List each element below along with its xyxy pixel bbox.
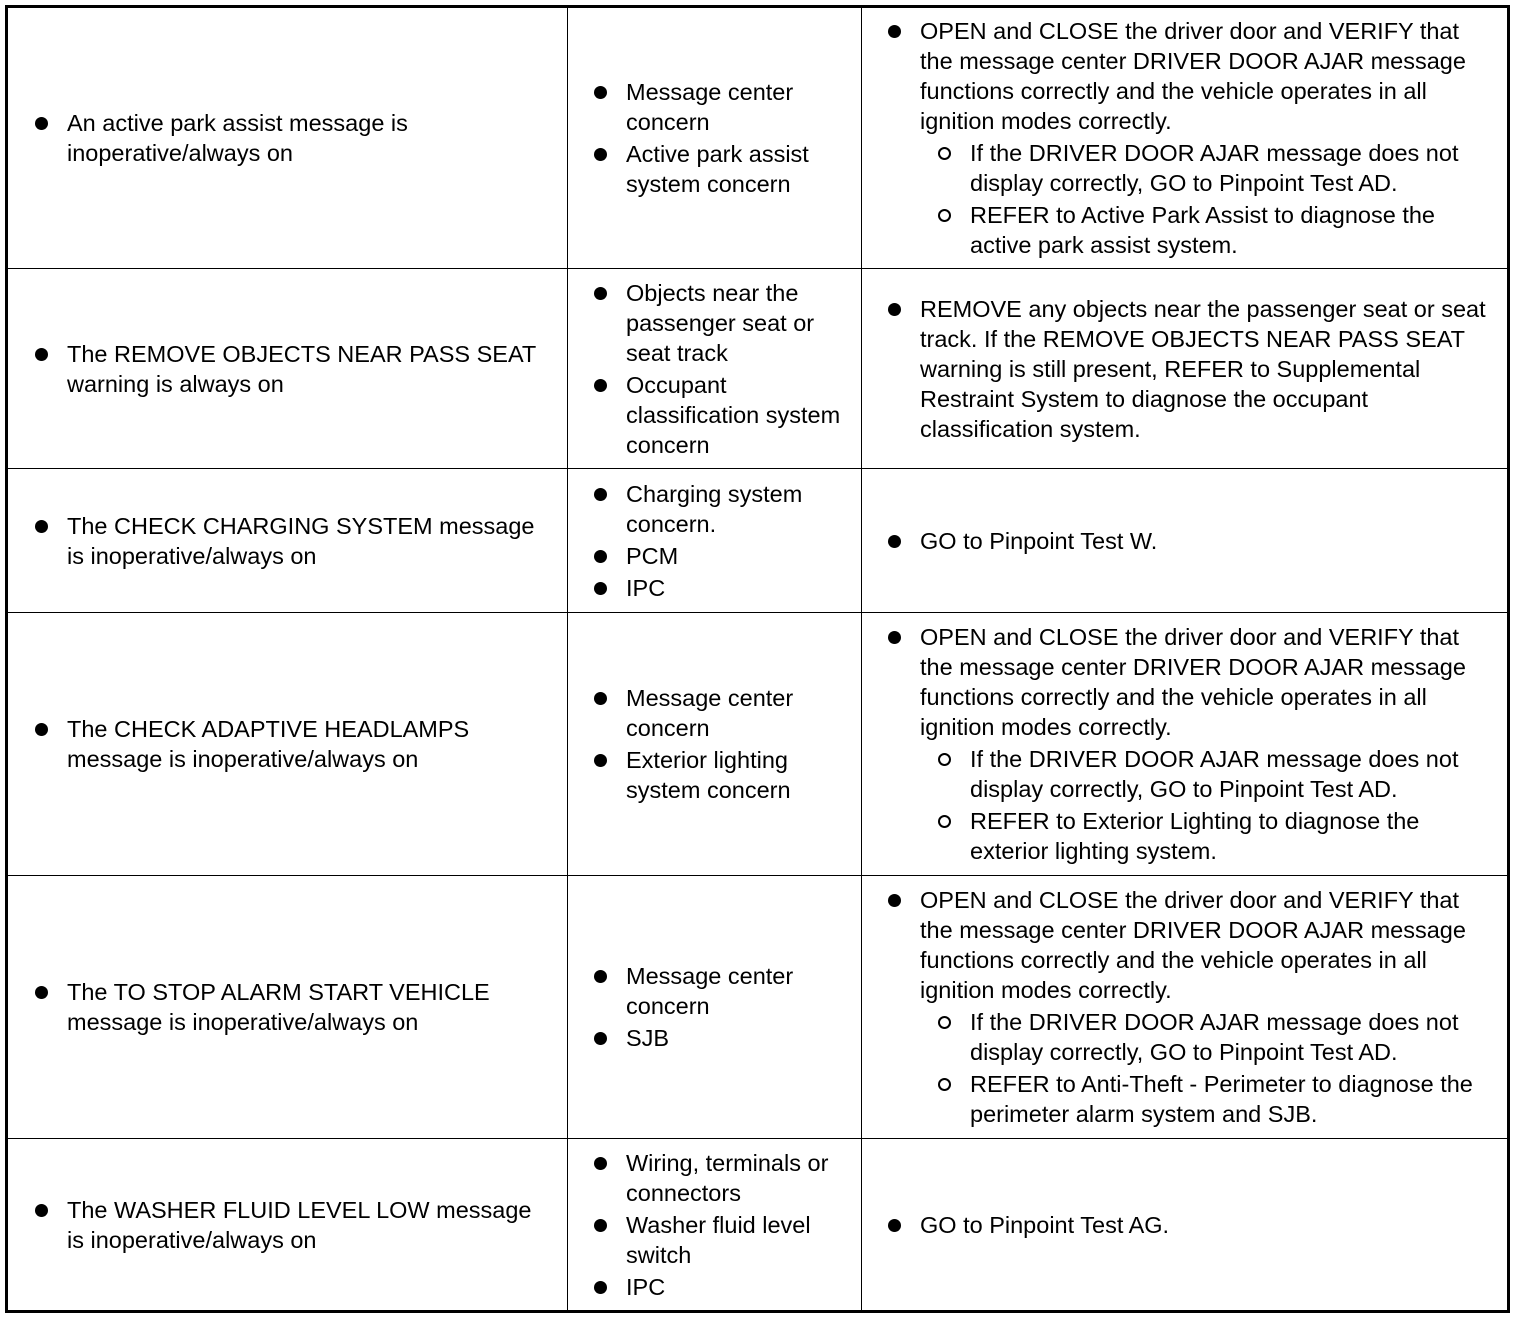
table-row — [7, 269, 1509, 469]
cause-item: Message center concern — [568, 77, 861, 137]
table-row — [7, 876, 1509, 1139]
cause-item: Active park assist system concern — [568, 139, 861, 199]
condition-cell — [7, 269, 568, 469]
cause-item: IPC — [568, 573, 861, 603]
action-subitem: REFER to Anti-Theft - Perimeter to diagnose the perimeter alarm system and SJB. — [920, 1069, 1497, 1129]
action-cell — [862, 1139, 1509, 1312]
table-row — [7, 7, 1509, 269]
condition-text: The CHECK ADAPTIVE HEADLAMPS message is inoperative/always on — [8, 714, 567, 774]
action-cell — [862, 7, 1509, 269]
action-item — [862, 1210, 1507, 1240]
cause-cell — [568, 613, 862, 876]
action-text: OPEN and CLOSE the driver door and VERIFY that the message center DRIVER DOOR AJAR message functions correctly and the vehicle operates in all ignition modes correctly. — [920, 18, 1466, 134]
cause-cell — [568, 7, 862, 269]
action-item — [862, 622, 1507, 866]
action-cell — [862, 876, 1509, 1139]
condition-text: The CHECK CHARGING SYSTEM message is inoperative/always on — [8, 511, 567, 571]
action-text: OPEN and CLOSE the driver door and VERIFY that the message center DRIVER DOOR AJAR message functions correctly and the vehicle operates in all ignition modes correctly. — [920, 624, 1466, 740]
condition-text: An active park assist message is inoperative/always on — [8, 108, 567, 168]
action-item — [862, 294, 1507, 444]
action-subitem: If the DRIVER DOOR AJAR message does not display correctly, GO to Pinpoint Test AD. — [920, 744, 1497, 804]
table-row — [7, 469, 1509, 613]
action-item — [862, 16, 1507, 260]
cause-item: Objects near the passenger seat or seat track — [568, 278, 861, 368]
table-row — [7, 1139, 1509, 1312]
action-subitem: REFER to Exterior Lighting to diagnose the exterior lighting system. — [920, 806, 1497, 866]
condition-text: The WASHER FLUID LEVEL LOW message is inoperative/always on — [8, 1195, 567, 1255]
cause-item: Washer fluid level switch — [568, 1210, 861, 1270]
cause-cell — [568, 269, 862, 469]
action-cell — [862, 613, 1509, 876]
action-cell — [862, 469, 1509, 613]
action-text: OPEN and CLOSE the driver door and VERIFY that the message center DRIVER DOOR AJAR message functions correctly and the vehicle operates in all ignition modes correctly. — [920, 887, 1466, 1003]
cause-item: Wiring, terminals or connectors — [568, 1148, 861, 1208]
table-row — [7, 613, 1509, 876]
action-subitem: If the DRIVER DOOR AJAR message does not display correctly, GO to Pinpoint Test AD. — [920, 1007, 1497, 1067]
cause-cell — [568, 1139, 862, 1312]
condition-text: The REMOVE OBJECTS NEAR PASS SEAT warning is always on — [8, 339, 567, 399]
cause-item: Charging system concern. — [568, 479, 861, 539]
diagnostic-table — [5, 5, 1510, 1313]
cause-item: Exterior lighting system concern — [568, 745, 861, 805]
action-item — [862, 885, 1507, 1129]
condition-cell — [7, 469, 568, 613]
cause-item: Message center concern — [568, 683, 861, 743]
cause-item: SJB — [568, 1023, 861, 1053]
action-cell — [862, 269, 1509, 469]
condition-cell — [7, 1139, 568, 1312]
condition-cell — [7, 7, 568, 269]
action-text: GO to Pinpoint Test W. — [920, 527, 1158, 554]
condition-cell — [7, 876, 568, 1139]
cause-item: IPC — [568, 1272, 861, 1302]
action-text: REMOVE any objects near the passenger seat or seat track. If the REMOVE OBJECTS NEAR PASS SEAT warning is still present, REFER to Supplemental Restraint System to diagnose the occupant classification system. — [920, 295, 1486, 442]
action-item — [862, 526, 1507, 556]
condition-cell — [7, 613, 568, 876]
cause-item: PCM — [568, 541, 861, 571]
cause-cell — [568, 876, 862, 1139]
cause-cell — [568, 469, 862, 613]
cause-item: Message center concern — [568, 961, 861, 1021]
action-subitem: If the DRIVER DOOR AJAR message does not display correctly, GO to Pinpoint Test AD. — [920, 138, 1497, 198]
action-text: GO to Pinpoint Test AG. — [920, 1211, 1170, 1238]
cause-item: Occupant classification system concern — [568, 370, 861, 460]
condition-text: The TO STOP ALARM START VEHICLE message is inoperative/always on — [8, 977, 567, 1037]
action-subitem: REFER to Active Park Assist to diagnose the active park assist system. — [920, 200, 1497, 260]
